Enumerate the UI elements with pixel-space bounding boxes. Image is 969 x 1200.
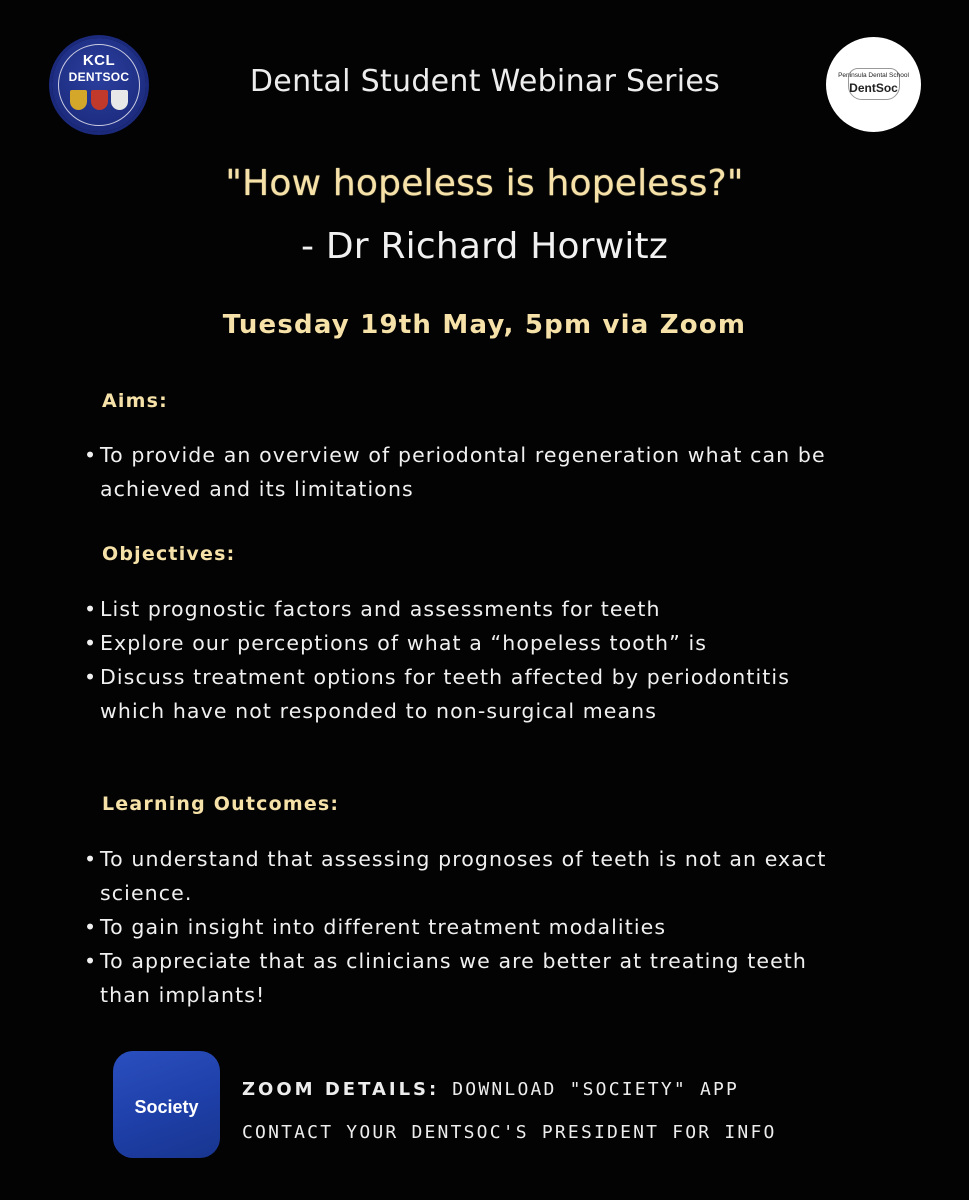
shield-icon-white [111, 90, 128, 110]
learning-outcomes-list [84, 842, 844, 1012]
peninsula-logo-small-text: Peninsula Dental School [838, 72, 909, 79]
speaker-name: - Dr Richard Horwitz [301, 226, 668, 267]
objectives-heading: Objectives: [102, 543, 236, 565]
aims-list [84, 438, 844, 506]
society-app-label: Society [134, 1097, 199, 1117]
list-item: • To appreciate that as clinicians we are better at treating teeth than implants! [84, 944, 844, 1012]
logo-shields [70, 90, 128, 112]
zoom-details-line [242, 1079, 739, 1100]
shield-icon-red [91, 90, 108, 110]
zoom-details-label: ZOOM DETAILS: [242, 1079, 440, 1100]
zoom-details-text: DOWNLOAD "SOCIETY" APP [439, 1079, 740, 1100]
objectives-list [84, 592, 844, 728]
list-item: • To gain insight into different treatment modalities [84, 910, 844, 944]
peninsula-logo-big-text: DentSoc [849, 81, 898, 95]
list-item: • List prognostic factors and assessments for teeth [84, 592, 844, 626]
kcl-logo-bottom-text: DENTSOC [68, 70, 130, 84]
aims-heading: Aims: [102, 390, 168, 412]
list-item: • Explore our perceptions of what a “hopeless tooth” is [84, 626, 844, 660]
list-item: • Discuss treatment options for teeth affected by periodontitis which have not responded to non-surgical means [84, 660, 844, 728]
kcl-dentsoc-logo [52, 38, 146, 132]
kcl-logo-top-text: KCL [82, 52, 116, 69]
learning-outcomes-heading: Learning Outcomes: [102, 793, 340, 815]
peninsula-dentsoc-logo [826, 37, 921, 132]
society-app-icon [113, 1051, 220, 1158]
list-item: • To provide an overview of periodontal regeneration what can be achieved and its limitations [84, 438, 844, 506]
event-datetime: Tuesday 19th May, 5pm via Zoom [222, 310, 747, 340]
series-title: Dental Student Webinar Series [249, 64, 721, 99]
contact-president-text: CONTACT YOUR DENTSOC'S PRESIDENT FOR INFO [242, 1122, 777, 1143]
list-item: • To understand that assessing prognoses of teeth is not an exact science. [84, 842, 844, 910]
talk-title: "How hopeless is hopeless?" [225, 163, 744, 204]
shield-icon-gold [70, 90, 87, 110]
